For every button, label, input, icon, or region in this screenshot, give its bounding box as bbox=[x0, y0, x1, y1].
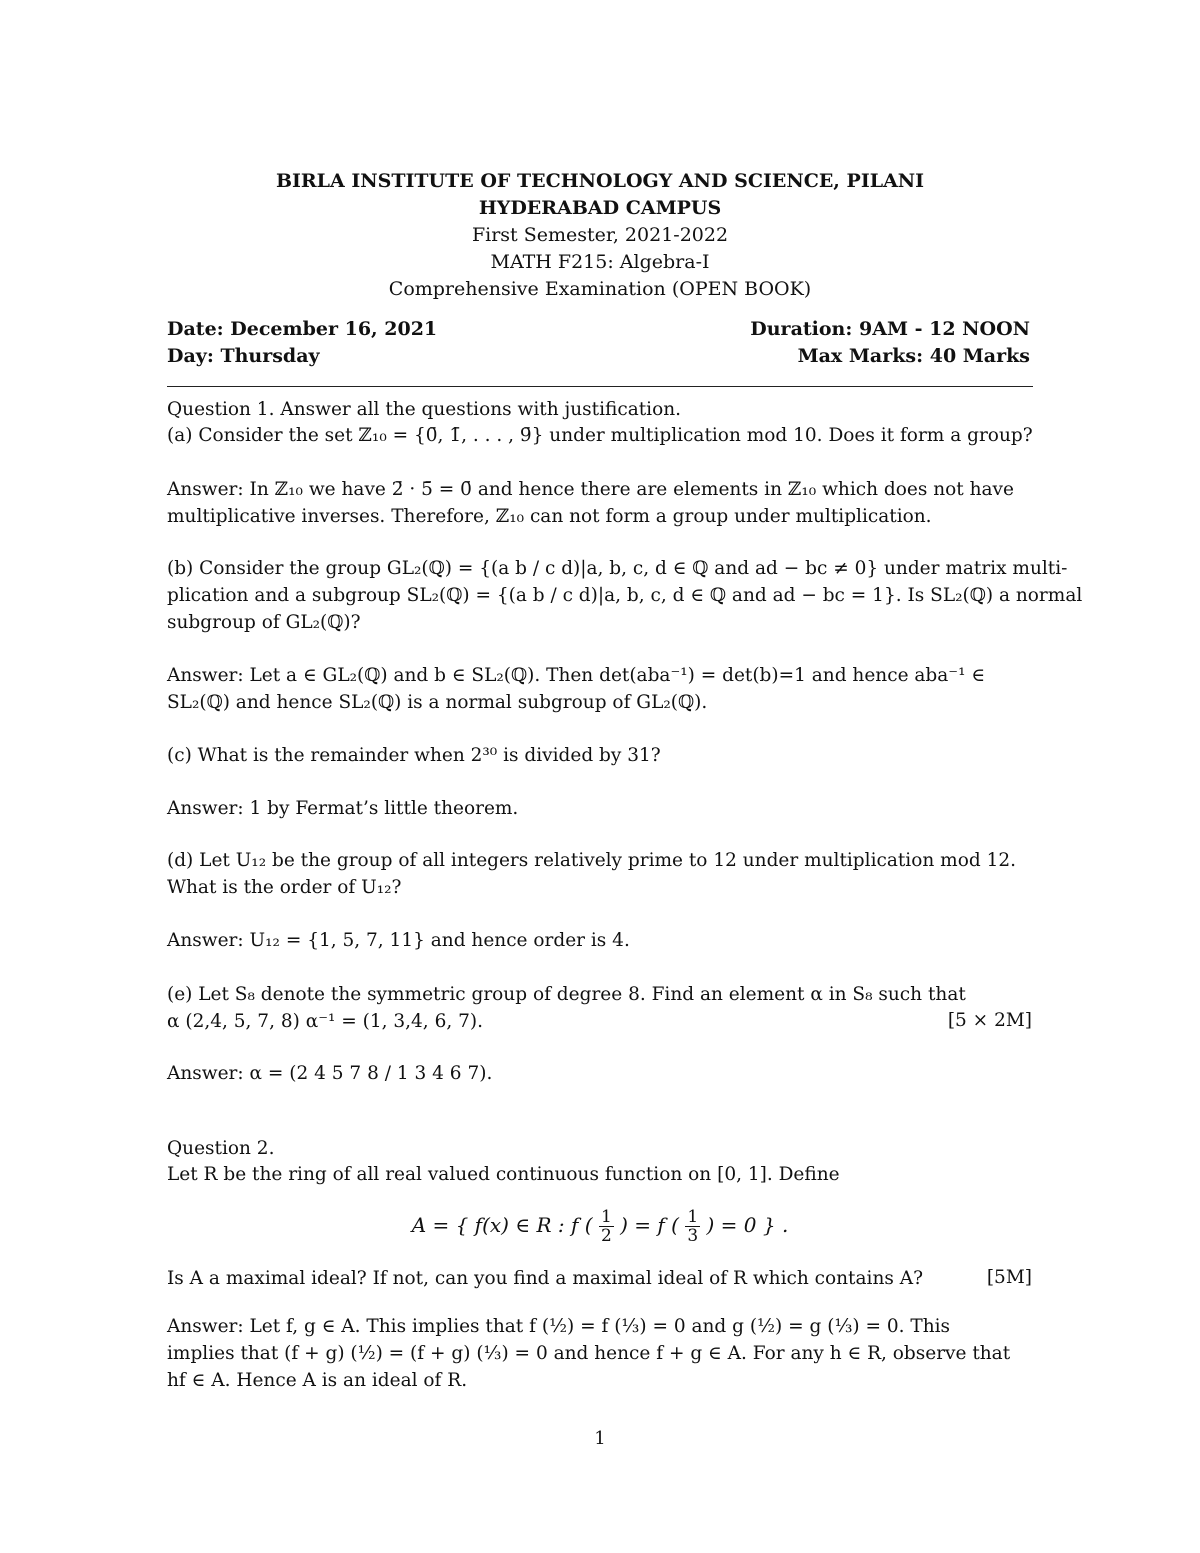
fraction-third-denominator: 3 bbox=[687, 1226, 699, 1246]
exam-day: Day: Thursday bbox=[167, 345, 320, 367]
q1b-question-line1: (b) Consider the group GL₂(ℚ) = {(a b / c d)|a, b, c, d ∈ ℚ and ad − bc ≠ 0} under matrix multi- bbox=[167, 558, 1068, 579]
q1c-answer: Answer: 1 by Fermat’s little theorem. bbox=[167, 798, 519, 819]
q2-answer-line3: hf ∈ A. Hence A is an ideal of R. bbox=[167, 1370, 468, 1391]
institute-name: BIRLA INSTITUTE OF TECHNOLOGY AND SCIENCE, PILANI bbox=[275, 170, 925, 192]
exam-date: Date: December 16, 2021 bbox=[167, 318, 438, 340]
q1a-answer-line2: multiplicative inverses. Therefore, ℤ₁₀ can not form a group under multiplication. bbox=[167, 506, 932, 527]
equation-middle: ) = f ( bbox=[620, 1213, 679, 1237]
equation-right: ) = 0 } . bbox=[706, 1213, 789, 1237]
q1a-question: (a) Consider the set ℤ₁₀ = {0̄, 1̄, . . . , 9̄} under multiplication mod 10. Does it form a group? bbox=[167, 425, 1033, 446]
q2-question: Is A a maximal ideal? If not, can you find a maximal ideal of R which contains A? bbox=[167, 1268, 924, 1289]
q1d-answer: Answer: U₁₂ = {1, 5, 7, 11} and hence order is 4. bbox=[167, 930, 630, 951]
fraction-third bbox=[685, 1208, 700, 1245]
fraction-third-numerator: 1 bbox=[687, 1207, 699, 1227]
q1b-answer-line2: SL₂(ℚ) and hence SL₂(ℚ) is a normal subgroup of GL₂(ℚ). bbox=[167, 692, 708, 713]
q1b-answer-line1: Answer: Let a ∈ GL₂(ℚ) and b ∈ SL₂(ℚ). Then det(aba⁻¹) = det(b)=1 and hence aba⁻¹ ∈ bbox=[167, 665, 986, 686]
q1e-question-line2: α (2,4, 5, 7, 8) α⁻¹ = (1, 3,4, 6, 7). bbox=[167, 1011, 483, 1032]
q2-answer-line2: implies that (f + g) (½) = (f + g) (⅓) = 0 and hence f + g ∈ A. For any h ∈ R, observe that bbox=[167, 1343, 1011, 1364]
q2-marks: [5M] bbox=[986, 1267, 1032, 1288]
ideal-definition-equation bbox=[0, 1208, 1200, 1245]
exam-title: Comprehensive Examination (OPEN BOOK) bbox=[388, 278, 812, 300]
course-title: MATH F215: Algebra-I bbox=[490, 251, 710, 273]
fraction-half bbox=[599, 1208, 614, 1245]
q1-title: Question 1. Answer all the questions with justification. bbox=[167, 399, 682, 420]
page-number: 1 bbox=[594, 1428, 606, 1449]
q1b-question-line2: plication and a subgroup SL₂(ℚ) = {(a b / c d)|a, b, c, d ∈ ℚ and ad − bc = 1}. Is SL₂(ℚ) a normal bbox=[167, 585, 1083, 606]
q1-marks: [5 × 2M] bbox=[947, 1010, 1032, 1031]
semester: First Semester, 2021-2022 bbox=[471, 224, 729, 246]
q1e-answer: Answer: α = (2 4 5 7 8 / 1 3 4 6 7). bbox=[167, 1063, 493, 1084]
q1b-question-line3: subgroup of GL₂(ℚ)? bbox=[167, 612, 361, 633]
fraction-half-numerator: 1 bbox=[600, 1207, 612, 1227]
equation-left: A = { f(x) ∈ R : f ( bbox=[411, 1213, 593, 1237]
q2-title: Question 2. bbox=[167, 1138, 275, 1159]
q1c-question: (c) What is the remainder when 2³⁰ is divided by 31? bbox=[167, 745, 661, 766]
q1a-answer-line1: Answer: In ℤ₁₀ we have 2̄ · 5̄ = 0̄ and hence there are elements in ℤ₁₀ which does not have bbox=[167, 479, 1014, 500]
exam-duration: Duration: 9AM - 12 NOON bbox=[750, 318, 1030, 340]
q1d-question-line2: What is the order of U₁₂? bbox=[167, 877, 402, 898]
q2-answer-line1: Answer: Let f, g ∈ A. This implies that f (½) = f (⅓) = 0 and g (½) = g (⅓) = 0. This bbox=[167, 1316, 951, 1337]
header-divider bbox=[167, 386, 1033, 387]
fraction-half-denominator: 2 bbox=[600, 1226, 612, 1246]
max-marks: Max Marks: 40 Marks bbox=[797, 345, 1030, 367]
q1d-question-line1: (d) Let U₁₂ be the group of all integers relatively prime to 12 under multiplication mod 12. bbox=[167, 850, 1016, 871]
q1e-question-line1: (e) Let S₈ denote the symmetric group of degree 8. Find an element α in S₈ such that bbox=[167, 984, 966, 1005]
q2-intro: Let R be the ring of all real valued continuous function on [0, 1]. Define bbox=[167, 1164, 840, 1185]
campus-name: HYDERABAD CAMPUS bbox=[478, 197, 722, 219]
